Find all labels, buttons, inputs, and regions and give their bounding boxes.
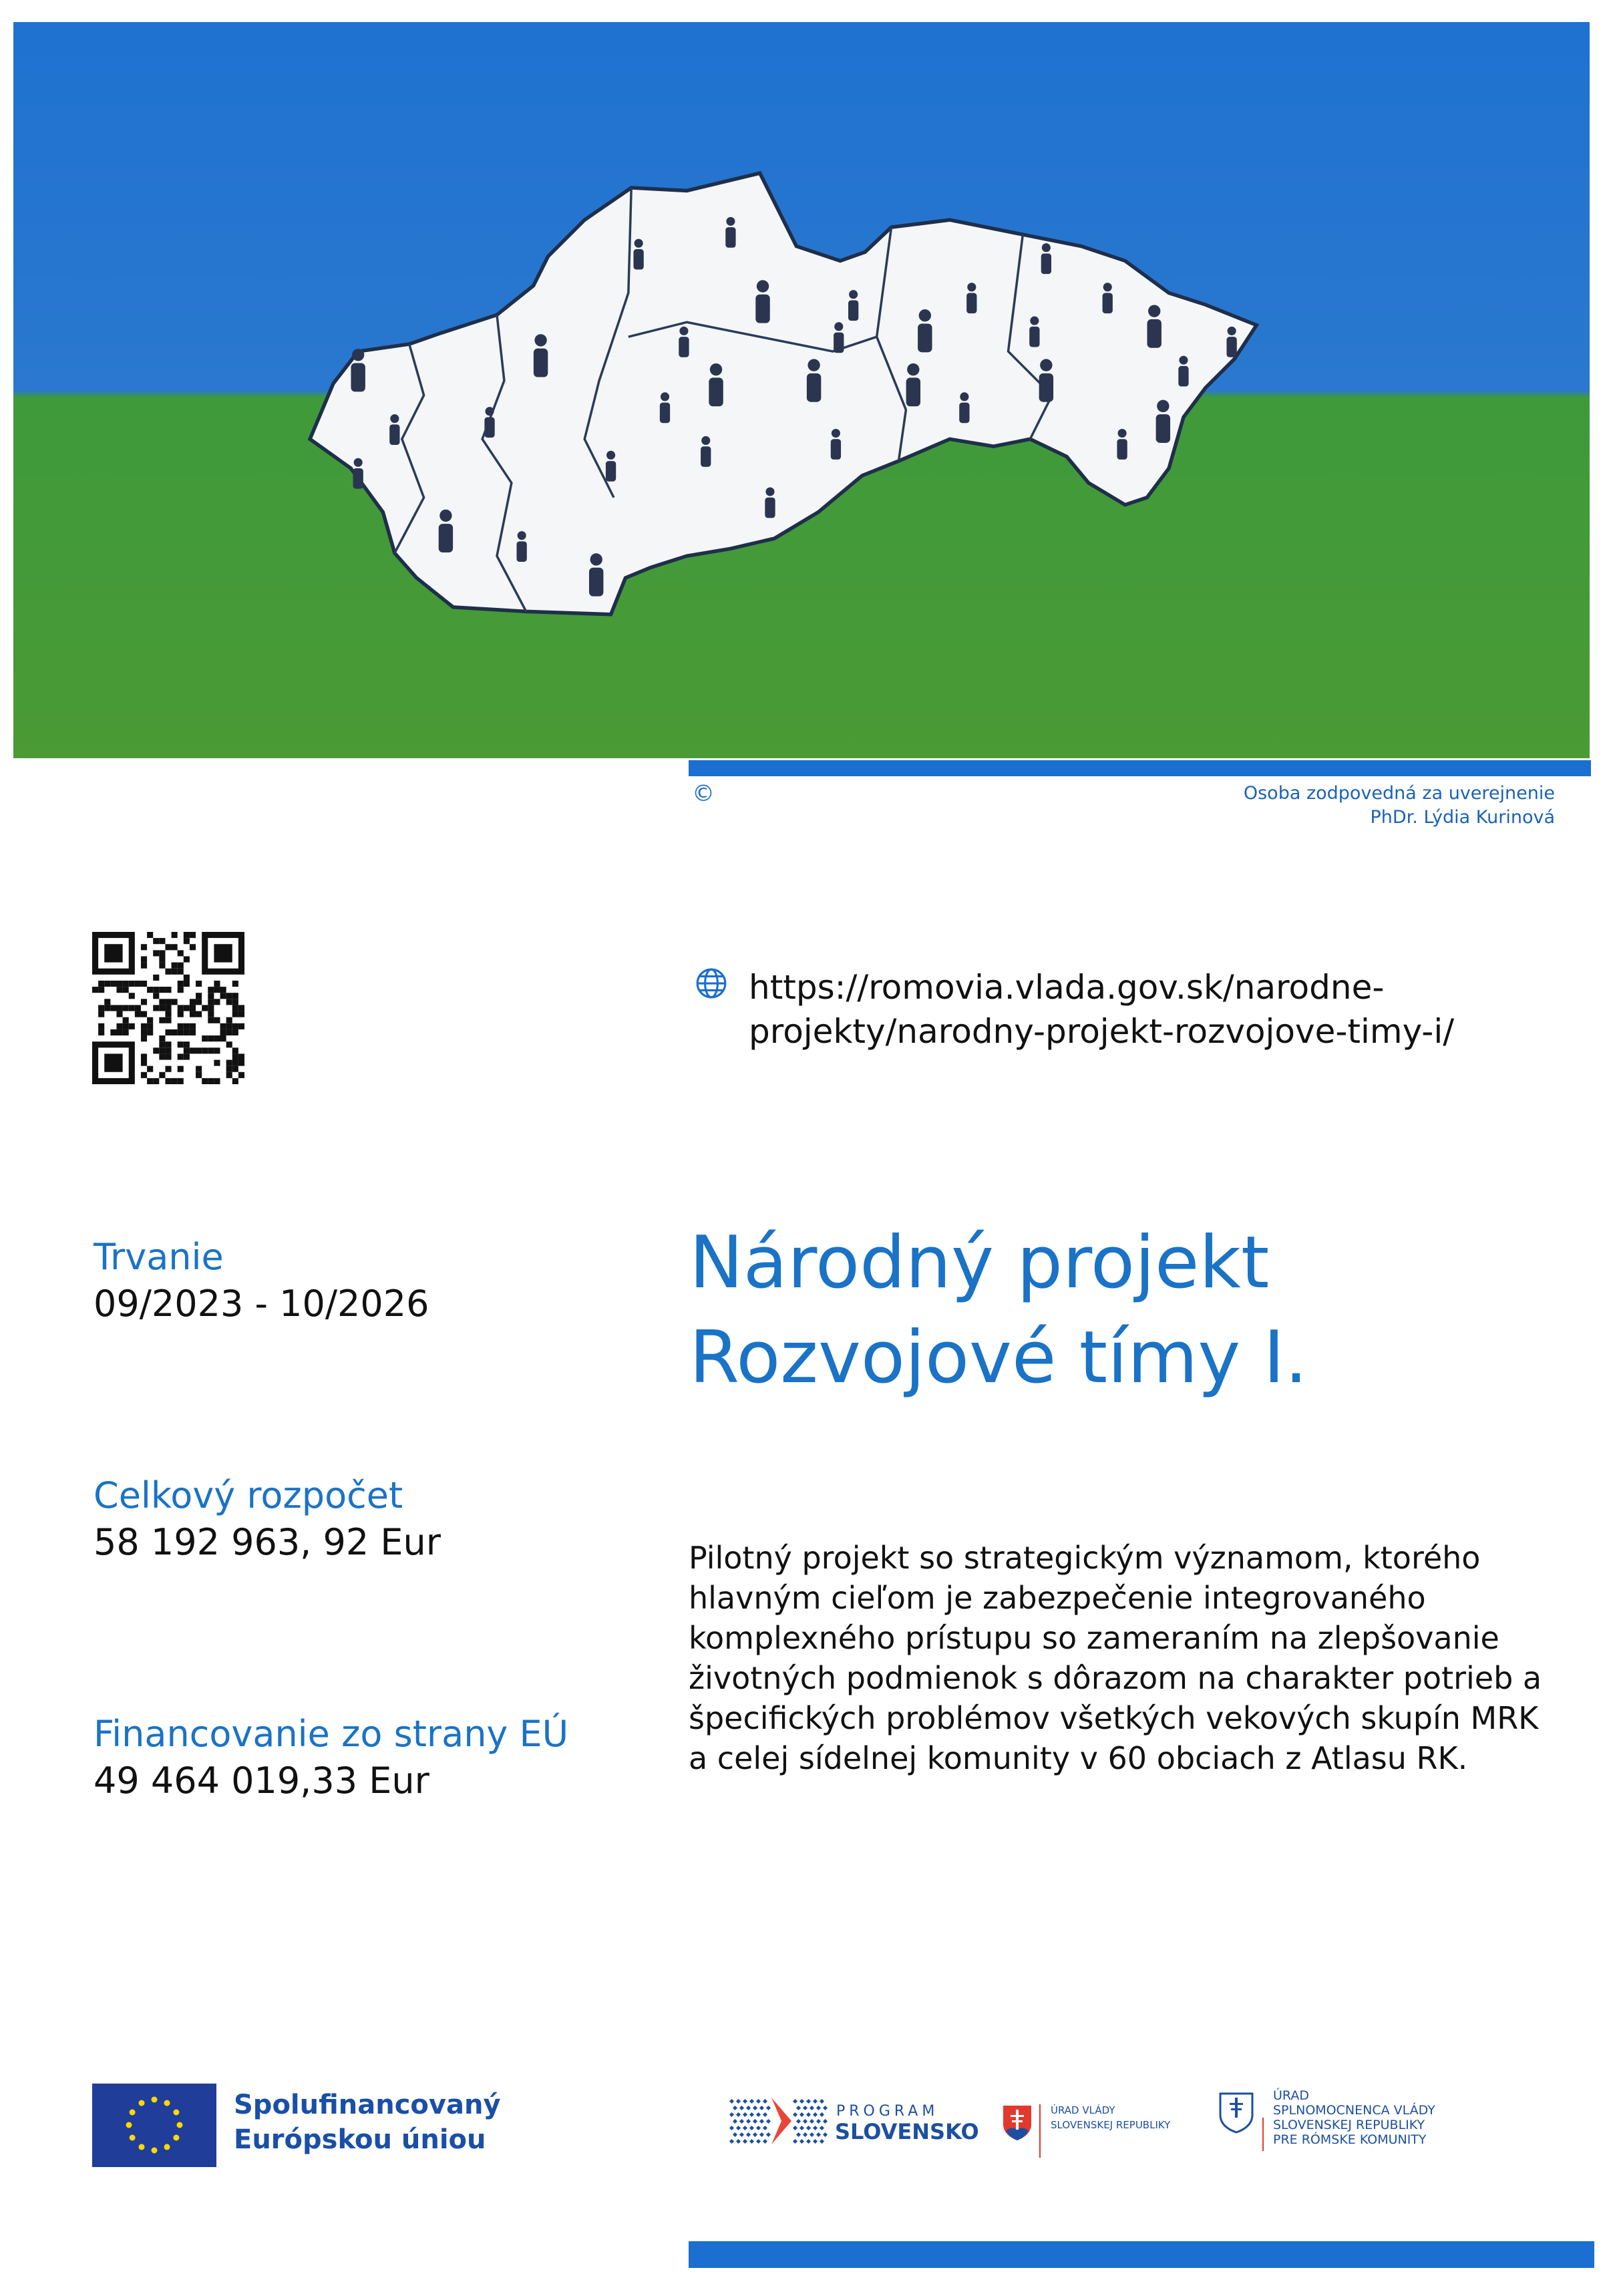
duration-value: 09/2023 - 10/2026 (94, 1283, 429, 1325)
person-figure (484, 407, 494, 438)
qr-code[interactable] (92, 932, 244, 1084)
title-line: Rozvojové tímy I. (689, 1316, 1308, 1400)
eu-star (130, 2135, 136, 2141)
eu-cofunded-text (234, 2088, 501, 2157)
eu-star (126, 2122, 132, 2128)
eu-star (130, 2110, 136, 2116)
person-figure (966, 283, 976, 313)
eu-star (173, 2135, 179, 2141)
banner-map-image (13, 22, 1590, 758)
person-figure (516, 531, 526, 562)
eu-text-line: Spolufinancovaný (234, 2090, 501, 2120)
bottom-accent-bar (689, 2241, 1594, 2268)
person-figure (1039, 359, 1053, 401)
person-figure (1178, 356, 1188, 387)
eu-funding-label: Financovanie zo strany EÚ (94, 1713, 569, 1755)
person-figure (606, 451, 616, 482)
person-figure (534, 334, 548, 377)
copyright-symbol: © (692, 780, 715, 807)
url-line: projekty/narodny-projekt-rozvojove-timy-i/ (749, 1012, 1455, 1051)
person-figure (1226, 327, 1236, 357)
eu-star (152, 2148, 158, 2154)
eu-stars-icon (92, 2084, 216, 2167)
eu-star (164, 2144, 170, 2150)
top-accent-bar (689, 760, 1591, 776)
eu-star (164, 2100, 170, 2106)
budget-value: 58 192 963, 92 Eur (94, 1521, 441, 1563)
eu-star (152, 2097, 158, 2103)
logo-divider (1262, 2118, 1264, 2151)
eu-flag-logo (92, 2084, 216, 2167)
eu-star (139, 2144, 145, 2150)
duration-label: Trvanie (94, 1236, 224, 1278)
person-figure (807, 359, 821, 401)
globe-icon (695, 967, 728, 1000)
logo-text-line: SLOVENSKEJ REPUBLIKY (1051, 2119, 1171, 2131)
logo-text-line: SPLNOMOCNENCA VLÁDY (1273, 2103, 1435, 2118)
person-figure (633, 239, 643, 270)
person-figure (1103, 283, 1113, 313)
eu-text-line: Európskou úniou (234, 2124, 486, 2155)
publication-credit (1244, 782, 1555, 830)
splnomocnenec-text (1273, 2088, 1435, 2147)
person-figure (1147, 305, 1161, 347)
logo-divider (1039, 2104, 1041, 2158)
eu-star (139, 2100, 145, 2106)
logo-text-line: ÚRAD VLÁDY (1051, 2104, 1115, 2116)
page-title (689, 1216, 1308, 1406)
splnomocnenec-coat-of-arms-icon (1219, 2092, 1254, 2134)
budget-label: Celkový rozpočet (94, 1474, 403, 1516)
slovakia-map-illustration (13, 22, 1590, 758)
person-figure (701, 436, 711, 467)
slovak-coat-of-arms-icon (1002, 2104, 1033, 2142)
urad-vlady-text (1051, 2103, 1170, 2132)
person-figure (959, 392, 969, 423)
person-figure (439, 510, 453, 552)
project-description: Pilotný projekt so strategickým významom, ktorého hlavným cieľom je zabezpečenie integrovaného komplexného prístupu so zameraním na zlepšovanie životných podmienok s dôrazom na charakter potrieb a špecifických problémov všetkých vekových skupín MRK a celej sídelnej komunity v 60 obciach z Atlasu RK. (689, 1540, 1542, 1776)
person-figure (1117, 429, 1127, 460)
person-figure (918, 309, 932, 352)
url-line: https://romovia.vlada.gov.sk/narodne- (749, 968, 1385, 1007)
program-name: SLOVENSKO (835, 2119, 979, 2144)
person-figure (1041, 243, 1051, 274)
person-figure (709, 363, 723, 406)
person-figure (765, 487, 775, 518)
person-figure (725, 217, 735, 248)
eu-funding-value: 49 464 019,33 Eur (94, 1760, 429, 1802)
eu-star (173, 2110, 179, 2116)
person-figure (834, 322, 844, 353)
logo-text-line: PRE RÓMSKE KOMUNITY (1273, 2132, 1427, 2147)
person-figure (1156, 400, 1170, 443)
credit-line: Osoba zodpovedná za uverejnenie (1243, 783, 1555, 804)
logo-text-line: ÚRAD (1273, 2088, 1309, 2103)
person-figure (831, 429, 841, 460)
person-figure (389, 414, 399, 445)
person-figure (679, 327, 689, 357)
program-slovensko-logo-icon (725, 2094, 832, 2148)
person-figure (906, 363, 920, 406)
person-figure (660, 392, 670, 423)
program-label: PROGRAM (836, 2103, 939, 2120)
person-figure (351, 349, 365, 391)
project-url-link[interactable] (749, 965, 1454, 1053)
logo-text-line: SLOVENSKEJ REPUBLIKY (1273, 2118, 1425, 2132)
person-figure (353, 458, 363, 489)
eu-star (177, 2122, 183, 2128)
person-figure (755, 280, 769, 323)
person-figure (848, 290, 858, 321)
credit-name: PhDr. Lýdia Kurinová (1370, 807, 1555, 828)
person-figure (589, 553, 603, 596)
person-figure (1029, 317, 1039, 347)
title-line: Národný projekt (689, 1221, 1270, 1305)
